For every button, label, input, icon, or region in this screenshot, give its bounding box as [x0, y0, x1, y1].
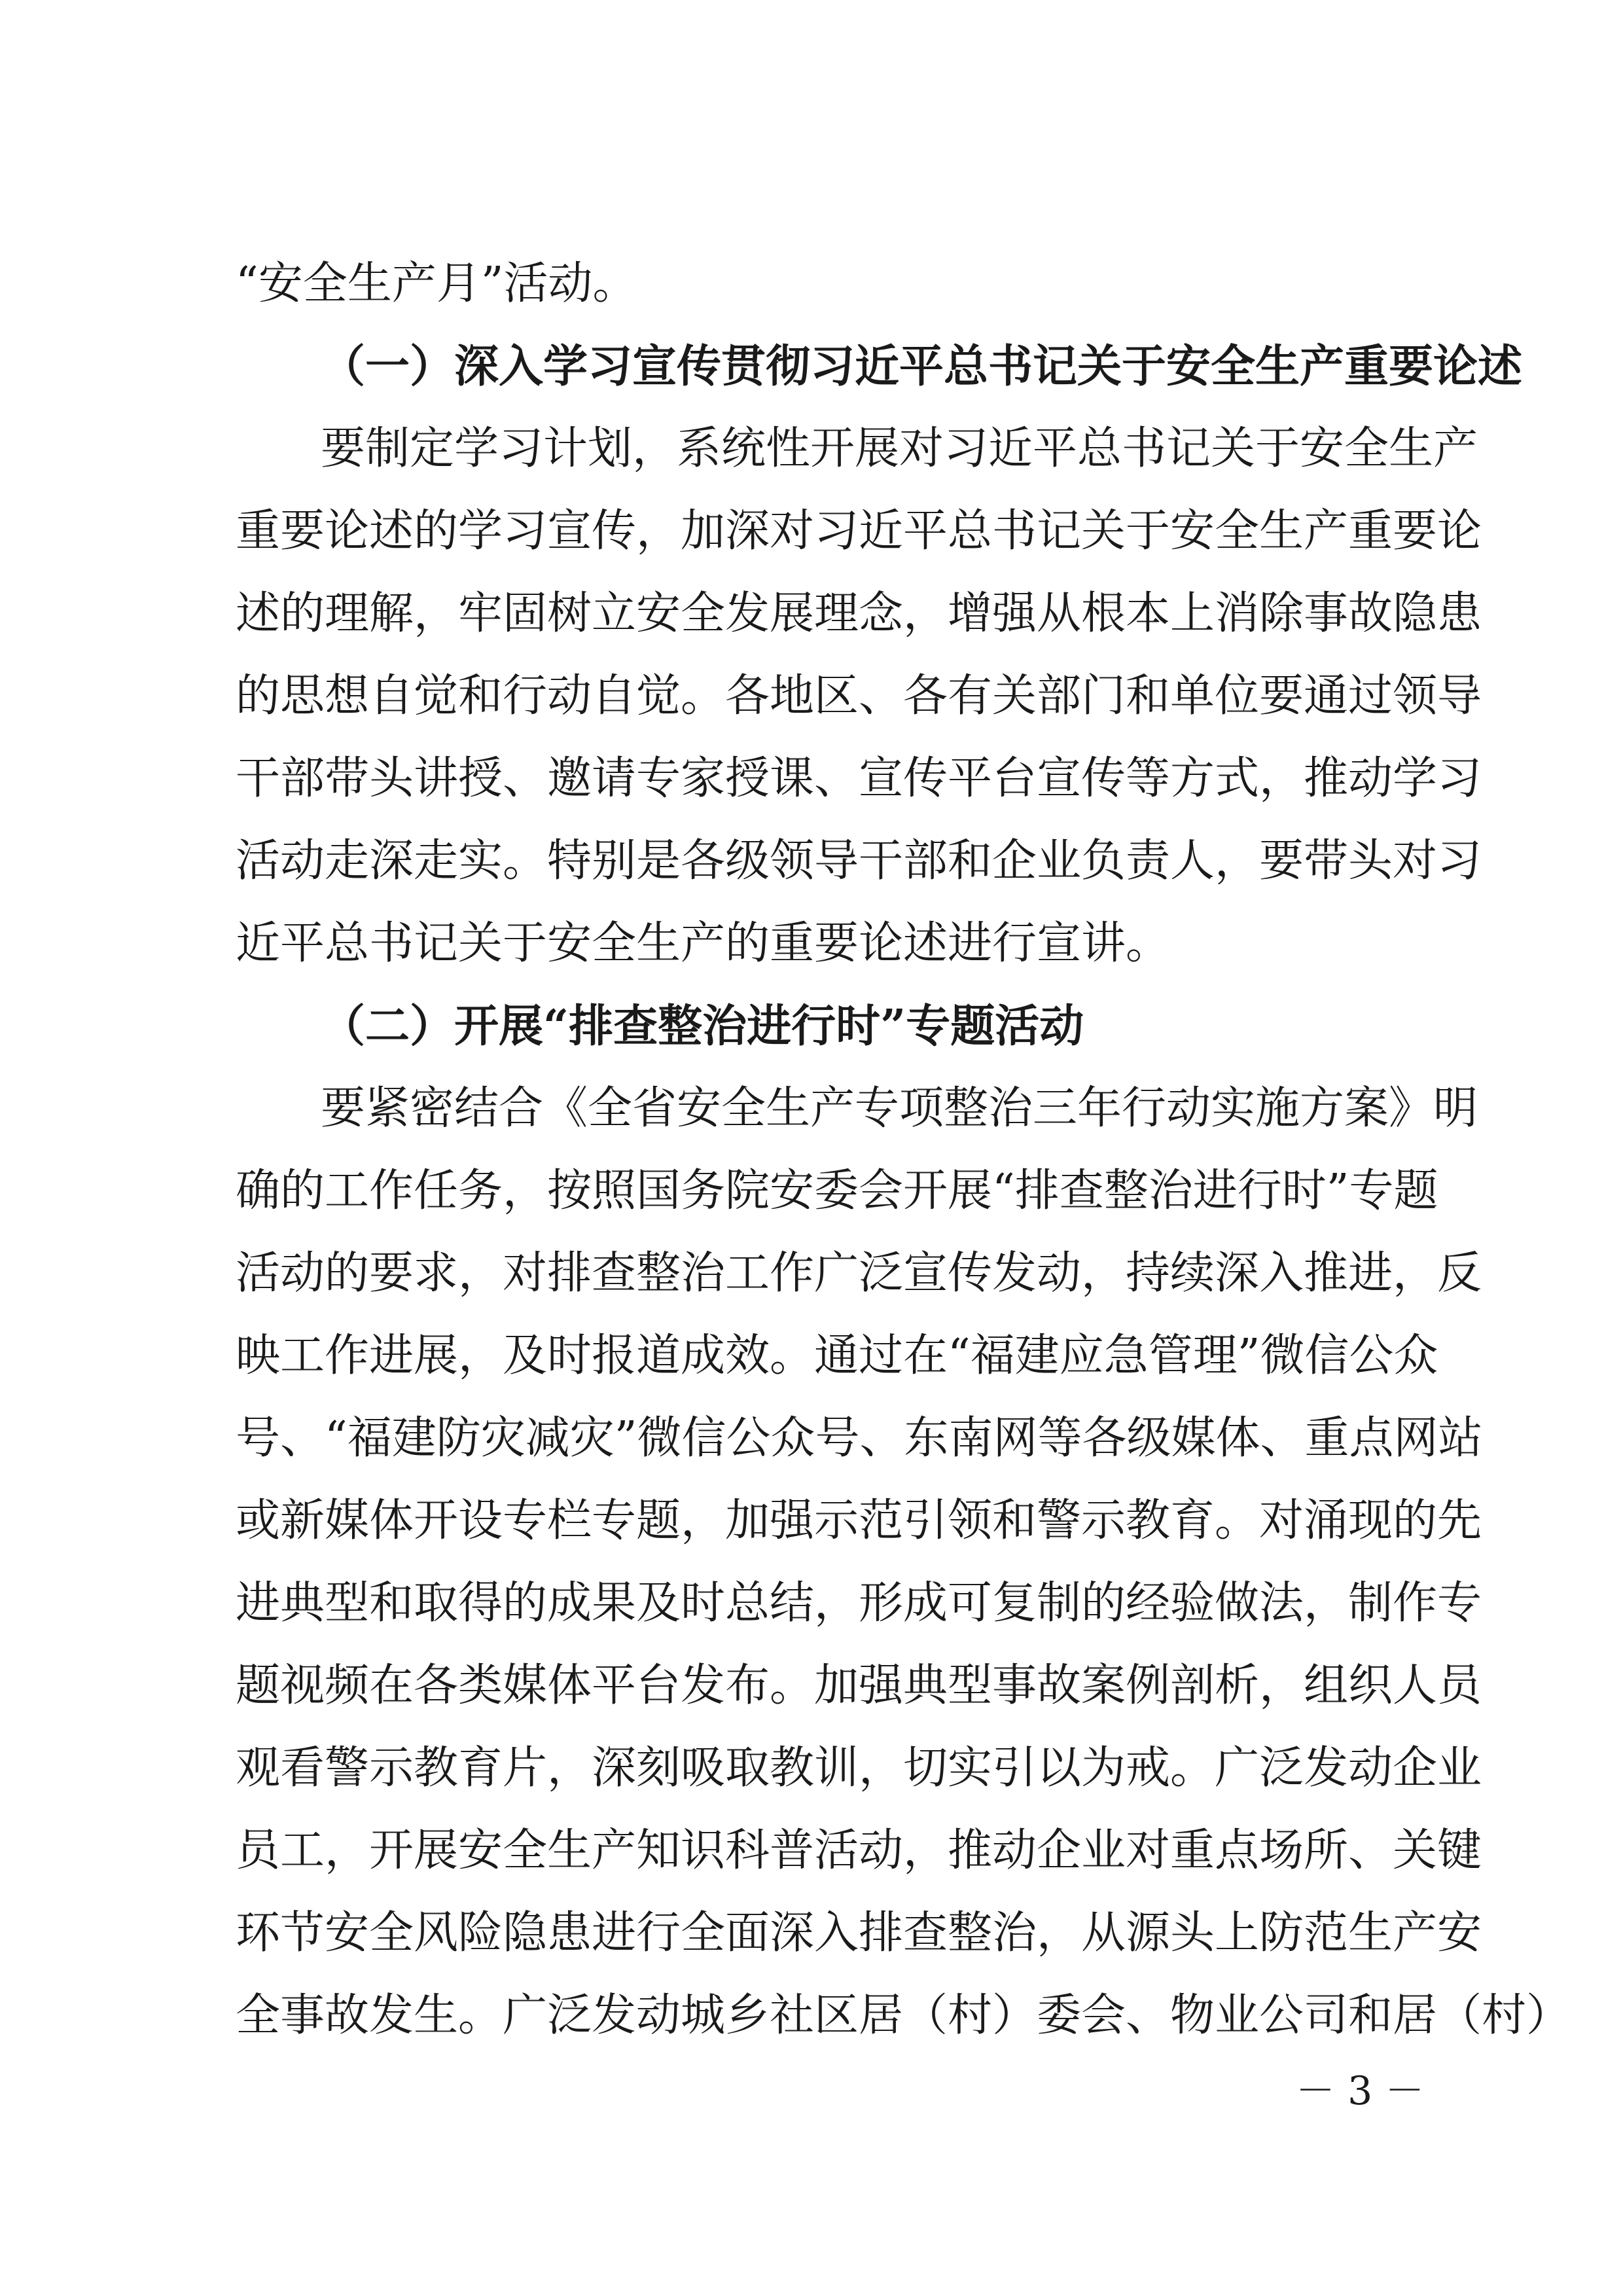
body-text-line: 要制定学习计划，系统性开展对习近平总书记关于安全生产: [321, 423, 1478, 475]
body-text-line: 题视频在各类媒体平台发布。加强典型事故案例剖析，组织人员: [236, 1660, 1482, 1712]
body-text-line: 的思想自觉和行动自觉。各地区、各有关部门和单位要通过领导: [236, 670, 1482, 722]
body-text-line: 进典型和取得的成果及时总结，形成可复制的经验做法，制作专: [236, 1577, 1482, 1629]
body-text-line: 或新媒体开设专栏专题，加强示范引领和警示教育。对涌现的先: [236, 1495, 1482, 1547]
body-text-line: 干部带头讲授、邀请专家授课、宣传平台宣传等方式，推动学习: [236, 753, 1482, 804]
section-heading-1: （一）深入学习宣传贯彻习近平总书记关于安全生产重要论述: [321, 340, 1523, 393]
body-text-line: 全事故发生。广泛发动城乡社区居（村）委会、物业公司和居（村）: [236, 1990, 1571, 2041]
body-text-line: 号、“福建防灾减灾”微信公众号、东南网等各级媒体、重点网站: [236, 1412, 1483, 1464]
body-text-line: 员工，开展安全生产知识科普活动，推动企业对重点场所、关键: [236, 1825, 1482, 1876]
body-text-line: 近平总书记关于安全生产的重要论述进行宣讲。: [236, 918, 1171, 969]
section-heading-2: （二）开展“排查整治进行时”专题活动: [321, 1000, 1084, 1052]
body-text-line: 环节安全风险隐患进行全面深入排查整治，从源头上防范生产安: [236, 1907, 1482, 1959]
body-text-line: 要紧密结合《全省安全生产专项整治三年行动实施方案》明: [321, 1083, 1478, 1134]
body-text-line: 活动的要求，对排查整治工作广泛宣传发动，持续深入推进，反: [236, 1247, 1482, 1299]
body-text-line: 述的理解，牢固树立安全发展理念，增强从根本上消除事故隐患: [236, 588, 1482, 639]
body-text-line: 确的工作任务，按照国务院安委会开展“排查整治进行时”专题: [236, 1165, 1438, 1217]
body-text-line: 活动走深走实。特别是各级领导干部和企业负责人，要带头对习: [236, 835, 1482, 887]
body-text-line: 重要论述的学习宣传，加深对习近平总书记关于安全生产重要论: [236, 505, 1482, 557]
body-text-line: 映工作进展，及时报道成效。通过在“福建应急管理”微信公众: [236, 1330, 1438, 1382]
body-text-line: “安全生产月”活动。: [236, 258, 637, 310]
body-text-line: 观看警示教育片，深刻吸取教训，切实引以为戒。广泛发动企业: [236, 1742, 1482, 1794]
page-number: － 3 －: [1296, 2068, 1425, 2114]
